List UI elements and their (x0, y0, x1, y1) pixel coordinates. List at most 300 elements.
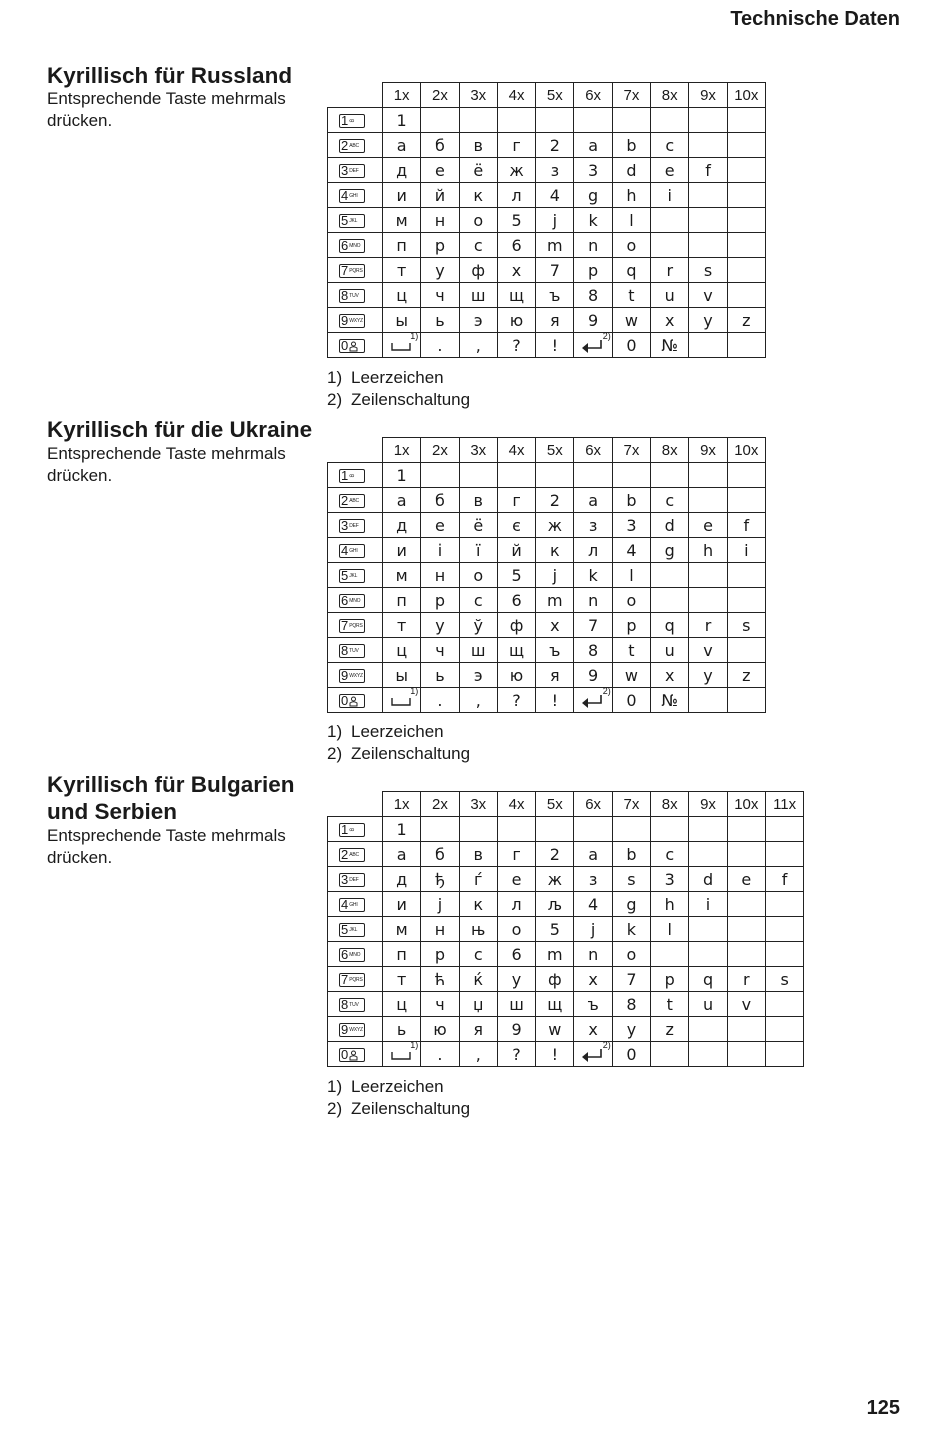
key-6-cell (328, 588, 383, 613)
char-cell: љ (536, 892, 574, 917)
char-cell: ъ (536, 638, 574, 663)
char-cell: 3 (574, 158, 612, 183)
char-cell: ю (497, 308, 535, 333)
char-cell (651, 563, 689, 588)
column-header: 6x (574, 792, 612, 817)
key-digit: 9 (341, 313, 349, 328)
char-cell: , (459, 688, 497, 713)
footnote-text: Zeilenschaltung (351, 744, 471, 763)
column-header: 7x (612, 438, 650, 463)
key-digit: 6 (341, 947, 349, 962)
table-row (328, 233, 766, 258)
char-cell: v (727, 992, 765, 1017)
char-cell: ? (497, 688, 535, 713)
char-cell: ќ (459, 967, 497, 992)
char-cell: . (421, 688, 459, 713)
char-cell: н (421, 917, 459, 942)
char-cell: i (727, 538, 765, 563)
column-header: 6x (574, 83, 612, 108)
char-cell: d (689, 867, 727, 892)
key-digit: 7 (341, 263, 349, 278)
char-cell: у (421, 613, 459, 638)
key-8-icon (339, 289, 365, 303)
key-0-cell (328, 688, 383, 713)
char-cell: я (536, 663, 574, 688)
char-cell: с (459, 233, 497, 258)
char-cell (459, 463, 497, 488)
char-cell (727, 1017, 765, 1042)
char-cell (689, 133, 727, 158)
person-icon (349, 1050, 358, 1061)
table-row (328, 488, 766, 513)
char-cell: 0 (612, 333, 650, 358)
footnote-ref: 1) (410, 331, 419, 341)
char-cell: o (612, 942, 650, 967)
footnote (327, 389, 470, 411)
char-cell (651, 208, 689, 233)
key-digit: 1 (341, 822, 349, 837)
key-7-cell (328, 967, 383, 992)
char-cell: i (689, 892, 727, 917)
char-cell (574, 463, 612, 488)
key-digit: 4 (341, 188, 349, 203)
char-cell: k (612, 917, 650, 942)
space-cell (383, 688, 421, 713)
char-cell (497, 817, 535, 842)
section-description: Entsprechende Taste mehrmals drücken. (47, 826, 286, 867)
char-cell: ь (421, 308, 459, 333)
footnote-number: 1) (327, 368, 343, 387)
char-cell: 5 (536, 917, 574, 942)
char-cell: 6 (497, 942, 535, 967)
table-row (328, 967, 804, 992)
key-letters: TUV (349, 648, 359, 654)
key-0-icon (339, 694, 365, 708)
char-cell (727, 158, 765, 183)
table-row (328, 867, 804, 892)
key-digit: 8 (341, 288, 349, 303)
table-row (328, 308, 766, 333)
column-header: 1x (383, 792, 421, 817)
char-cell: б (421, 842, 459, 867)
char-cell: э (459, 308, 497, 333)
char-cell (727, 488, 765, 513)
table-row (328, 513, 766, 538)
char-cell: р (421, 588, 459, 613)
char-cell: ё (459, 513, 497, 538)
table-row (328, 538, 766, 563)
footnotes (327, 367, 470, 411)
key-6-icon (339, 948, 365, 962)
key-1-cell (328, 817, 383, 842)
table-row (328, 463, 766, 488)
char-cell (727, 688, 765, 713)
char-cell: м (383, 208, 421, 233)
key-7-cell (328, 258, 383, 283)
key-letters: WXYZ (349, 1027, 363, 1033)
char-cell: у (497, 967, 535, 992)
key-letters: PQRS (349, 977, 363, 983)
char-cell: 1 (383, 108, 421, 133)
key-2-icon (339, 848, 365, 862)
char-cell: 3 (612, 513, 650, 538)
key-mapping-table (327, 791, 804, 1067)
column-header: 5x (536, 83, 574, 108)
char-cell: ш (459, 283, 497, 308)
column-header: 10x (727, 792, 765, 817)
key-8-icon (339, 644, 365, 658)
char-cell (536, 817, 574, 842)
char-cell: ћ (421, 967, 459, 992)
char-cell: а (383, 133, 421, 158)
footnote-text: Zeilenschaltung (351, 1099, 471, 1118)
char-cell: p (612, 613, 650, 638)
key-6-icon (339, 594, 365, 608)
column-header: 9x (689, 83, 727, 108)
char-cell: я (459, 1017, 497, 1042)
char-cell: a (574, 842, 612, 867)
char-cell: с (459, 942, 497, 967)
key-7-cell (328, 613, 383, 638)
running-head: Technische Daten (730, 8, 900, 30)
key-letters: DEF (349, 523, 359, 529)
column-header: 8x (651, 438, 689, 463)
key-4-cell (328, 538, 383, 563)
char-cell: з (574, 867, 612, 892)
column-header: 5x (536, 438, 574, 463)
char-cell (689, 1017, 727, 1042)
char-cell: 7 (536, 258, 574, 283)
table-row (328, 283, 766, 308)
char-cell: , (459, 1042, 497, 1067)
char-cell: 1 (383, 463, 421, 488)
char-cell: в (459, 842, 497, 867)
section-title: Kyrillisch für Bulgarien und Serbien (47, 772, 295, 824)
key-letters: ꝏ (349, 473, 355, 479)
char-cell: 9 (574, 663, 612, 688)
char-cell: ж (536, 867, 574, 892)
char-cell (421, 463, 459, 488)
footnote-text: Zeilenschaltung (351, 390, 471, 409)
key-digit: 4 (341, 897, 349, 912)
char-cell (727, 588, 765, 613)
char-cell: l (612, 563, 650, 588)
table-row (328, 1017, 804, 1042)
char-cell: б (421, 133, 459, 158)
table-row (328, 108, 766, 133)
char-cell: y (612, 1017, 650, 1042)
key-letters: PQRS (349, 623, 363, 629)
footnote-text: Leerzeichen (351, 1077, 444, 1096)
char-cell (727, 1042, 765, 1067)
char-cell: и (383, 538, 421, 563)
char-cell (421, 108, 459, 133)
char-cell: e (689, 513, 727, 538)
char-cell: o (612, 233, 650, 258)
char-cell: s (689, 258, 727, 283)
page-number: 125 (866, 1397, 900, 1419)
column-header: 9x (689, 438, 727, 463)
char-cell: к (536, 538, 574, 563)
char-cell (689, 183, 727, 208)
char-cell: й (421, 183, 459, 208)
char-cell: ! (536, 1042, 574, 1067)
char-cell (689, 917, 727, 942)
column-header: 7x (612, 792, 650, 817)
key-mapping-table (327, 437, 766, 713)
column-header: 9x (689, 792, 727, 817)
table-row (328, 158, 766, 183)
footnote-ref: 2) (602, 686, 611, 696)
footnote-number: 2) (327, 744, 343, 763)
key-digit: 3 (341, 518, 349, 533)
table-row (328, 817, 804, 842)
char-cell: u (689, 992, 727, 1017)
table-row (328, 892, 804, 917)
char-cell: q (689, 967, 727, 992)
char-cell: ш (459, 638, 497, 663)
column-header: 10x (727, 83, 765, 108)
char-cell: џ (459, 992, 497, 1017)
char-cell: t (612, 638, 650, 663)
footnote-number: 1) (327, 722, 343, 741)
key-2-icon (339, 494, 365, 508)
char-cell: л (497, 892, 535, 917)
char-cell: o (612, 588, 650, 613)
char-cell: о (459, 208, 497, 233)
char-cell: н (421, 208, 459, 233)
key-letters: DEF (349, 877, 359, 883)
key-digit: 6 (341, 593, 349, 608)
char-cell (727, 638, 765, 663)
key-letters: JKL (349, 927, 358, 933)
char-cell (459, 817, 497, 842)
char-cell: h (612, 183, 650, 208)
char-cell: ф (459, 258, 497, 283)
char-cell: п (383, 588, 421, 613)
key-3-cell (328, 158, 383, 183)
char-cell (765, 942, 803, 967)
char-cell: l (651, 917, 689, 942)
char-cell: л (497, 183, 535, 208)
key-letters: JKL (349, 218, 358, 224)
char-cell: x (651, 308, 689, 333)
char-cell (651, 1042, 689, 1067)
key-3-cell (328, 867, 383, 892)
footnotes (327, 1076, 470, 1120)
key-letters: ABC (349, 143, 359, 149)
char-cell (574, 817, 612, 842)
key-letters: WXYZ (349, 318, 363, 324)
column-header: 3x (459, 83, 497, 108)
table-row (328, 183, 766, 208)
char-cell: z (651, 1017, 689, 1042)
char-cell (651, 817, 689, 842)
char-cell: u (651, 283, 689, 308)
char-cell: б (421, 488, 459, 513)
key-4-icon (339, 189, 365, 203)
key-digit: 7 (341, 618, 349, 633)
char-cell: ы (383, 308, 421, 333)
char-cell: д (383, 158, 421, 183)
char-cell (689, 842, 727, 867)
header-row (328, 792, 804, 817)
char-cell: 7 (574, 613, 612, 638)
char-cell: с (459, 588, 497, 613)
key-5-cell (328, 208, 383, 233)
char-cell: а (383, 842, 421, 867)
char-cell: ё (459, 158, 497, 183)
key-digit: 6 (341, 238, 349, 253)
char-cell (689, 563, 727, 588)
char-cell: b (612, 488, 650, 513)
char-cell (689, 233, 727, 258)
char-cell (497, 463, 535, 488)
footnote-text: Leerzeichen (351, 368, 444, 387)
char-cell: њ (459, 917, 497, 942)
char-cell (765, 1017, 803, 1042)
column-header: 7x (612, 83, 650, 108)
char-cell: 2 (536, 488, 574, 513)
key-8-cell (328, 283, 383, 308)
footnote (327, 1098, 470, 1120)
char-cell: r (689, 613, 727, 638)
char-cell: т (383, 613, 421, 638)
footnote (327, 743, 470, 765)
char-cell: d (651, 513, 689, 538)
column-header: 3x (459, 792, 497, 817)
char-cell: з (574, 513, 612, 538)
char-cell: c (651, 488, 689, 513)
footnote-ref: 2) (602, 1040, 611, 1050)
column-header: 4x (497, 83, 535, 108)
char-cell (727, 333, 765, 358)
char-cell: ц (383, 283, 421, 308)
char-cell: ї (459, 538, 497, 563)
char-cell (765, 817, 803, 842)
char-cell: ч (421, 283, 459, 308)
table-row (328, 333, 766, 358)
key-digit: 5 (341, 922, 349, 937)
char-cell: щ (536, 992, 574, 1017)
char-cell: q (651, 613, 689, 638)
column-header: 2x (421, 83, 459, 108)
key-letters: ABC (349, 498, 359, 504)
char-cell: ѕ (612, 867, 650, 892)
char-cell: j (536, 563, 574, 588)
key-5-icon (339, 569, 365, 583)
char-cell: ? (497, 333, 535, 358)
person-icon (349, 696, 358, 707)
char-cell: b (612, 842, 650, 867)
char-cell: , (459, 333, 497, 358)
char-cell: у (421, 258, 459, 283)
char-cell: 8 (574, 638, 612, 663)
key-5-icon (339, 214, 365, 228)
key-0-icon (339, 1048, 365, 1062)
key-2-cell (328, 488, 383, 513)
char-cell: л (574, 538, 612, 563)
char-cell: г (497, 488, 535, 513)
person-icon (349, 341, 358, 352)
char-cell: w (612, 663, 650, 688)
corner-cell (328, 438, 383, 463)
column-header: 3x (459, 438, 497, 463)
char-cell: ю (497, 663, 535, 688)
char-cell: c (651, 842, 689, 867)
char-cell (651, 233, 689, 258)
key-letters: PQRS (349, 268, 363, 274)
key-0-cell (328, 1042, 383, 1067)
char-cell: ! (536, 333, 574, 358)
char-cell (612, 463, 650, 488)
char-cell (727, 208, 765, 233)
column-header: 2x (421, 792, 459, 817)
key-letters: MNO (349, 952, 361, 958)
column-header: 2x (421, 438, 459, 463)
char-cell: ь (383, 1017, 421, 1042)
char-cell: . (421, 1042, 459, 1067)
key-0-icon (339, 339, 365, 353)
key-letters: MNO (349, 243, 361, 249)
char-cell: н (421, 563, 459, 588)
key-digit: 3 (341, 872, 349, 887)
footnote (327, 367, 470, 389)
key-digit: 4 (341, 543, 349, 558)
key-3-icon (339, 164, 365, 178)
key-1-cell (328, 463, 383, 488)
char-cell: d (612, 158, 650, 183)
char-cell: ш (497, 992, 535, 1017)
table-row (328, 563, 766, 588)
char-cell: 6 (497, 233, 535, 258)
enter-icon (581, 339, 603, 353)
char-cell (689, 488, 727, 513)
char-cell: 9 (497, 1017, 535, 1042)
key-digit: 2 (341, 493, 349, 508)
key-8-cell (328, 638, 383, 663)
char-cell: 3 (651, 867, 689, 892)
char-cell: ц (383, 638, 421, 663)
footnote-text: Leerzeichen (351, 722, 444, 741)
char-cell (421, 817, 459, 842)
char-cell: е (497, 867, 535, 892)
key-9-cell (328, 308, 383, 333)
char-cell: й (497, 538, 535, 563)
char-cell: c (651, 133, 689, 158)
char-cell: щ (497, 638, 535, 663)
header-row (328, 83, 766, 108)
char-cell: 6 (497, 588, 535, 613)
key-digit: 5 (341, 213, 349, 228)
key-9-icon (339, 669, 365, 683)
key-7-icon (339, 264, 365, 278)
char-cell (727, 892, 765, 917)
char-cell: 1 (383, 817, 421, 842)
char-cell (651, 942, 689, 967)
footnote (327, 1076, 470, 1098)
space-icon (391, 1051, 411, 1061)
key-letters: WXYZ (349, 673, 363, 679)
key-digit: 2 (341, 847, 349, 862)
char-cell (689, 463, 727, 488)
column-header: 4x (497, 438, 535, 463)
key-1-icon (339, 114, 365, 128)
char-cell (727, 108, 765, 133)
char-cell: a (574, 488, 612, 513)
char-cell: я (536, 308, 574, 333)
char-cell: т (383, 967, 421, 992)
